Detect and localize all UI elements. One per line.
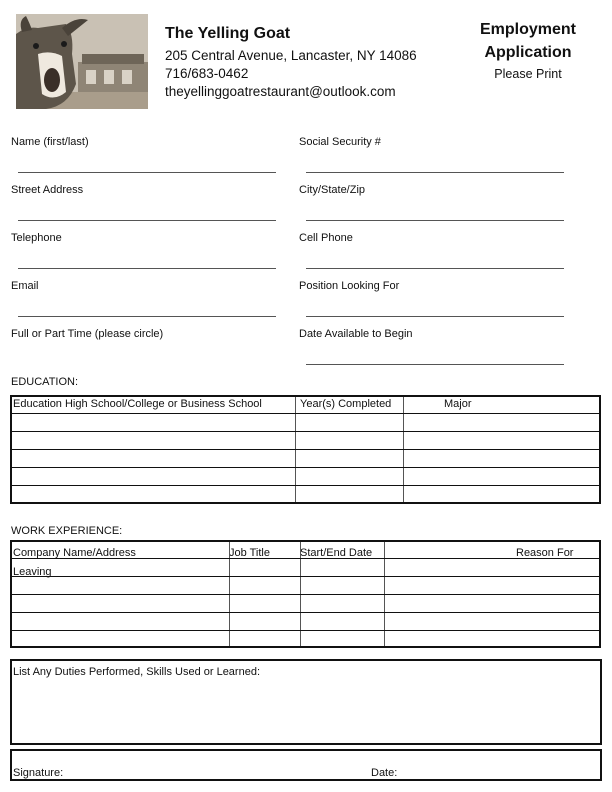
full-part-time-label: Full or Part Time (please circle) — [11, 328, 164, 340]
work-col-dates: Start/End Date — [300, 547, 373, 559]
education-col-major: Major — [444, 398, 472, 410]
table-row[interactable] — [12, 413, 599, 414]
telephone-label: Telephone — [11, 232, 62, 244]
education-table — [10, 395, 601, 504]
table-row[interactable] — [12, 431, 599, 432]
email-label: Email — [11, 280, 39, 292]
signature-date-label: Date: — [371, 767, 398, 779]
email-line[interactable] — [18, 316, 276, 317]
business-phone: 716/683-0462 — [165, 66, 249, 81]
signature-box[interactable] — [10, 749, 602, 781]
city-state-zip-line[interactable] — [306, 220, 564, 221]
work-col-reason: Reason For — [516, 547, 574, 559]
duties-label: List Any Duties Performed, Skills Used or Learned: — [13, 666, 261, 678]
table-row[interactable] — [12, 467, 599, 468]
date-available-label: Date Available to Begin — [299, 328, 413, 340]
work-section-label: WORK EXPERIENCE: — [11, 525, 123, 537]
table-row[interactable] — [12, 594, 599, 595]
goat-photo — [16, 14, 148, 109]
table-row[interactable] — [12, 449, 599, 450]
doc-title-line1: Employment — [479, 21, 576, 38]
business-email: theyellinggoatrestaurant@outlook.com — [165, 84, 396, 99]
position-label: Position Looking For — [299, 280, 400, 292]
cell-phone-line[interactable] — [306, 268, 564, 269]
ssn-label: Social Security # — [299, 136, 381, 148]
work-col-title: Job Title — [229, 547, 270, 559]
education-col-school: Education High School/College or Business School — [13, 398, 262, 410]
education-col-years: Year(s) Completed — [300, 398, 392, 410]
position-line[interactable] — [306, 316, 564, 317]
cell-phone-label: Cell Phone — [299, 232, 353, 244]
table-row[interactable] — [12, 630, 599, 631]
table-row[interactable] — [12, 558, 599, 559]
duties-box[interactable] — [10, 659, 602, 745]
signature-label: Signature: — [13, 767, 64, 779]
table-row[interactable] — [12, 576, 599, 577]
business-address: 205 Central Avenue, Lancaster, NY 14086 — [165, 48, 417, 63]
date-available-line[interactable] — [306, 364, 564, 365]
street-label: Street Address — [11, 184, 84, 196]
name-line[interactable] — [18, 172, 276, 173]
city-state-zip-label: City/State/Zip — [299, 184, 366, 196]
table-row[interactable] — [12, 612, 599, 613]
goat-photo-drawing — [16, 14, 148, 109]
table-row[interactable] — [12, 485, 599, 486]
ssn-line[interactable] — [306, 172, 564, 173]
business-name: The Yelling Goat — [165, 25, 291, 42]
street-line[interactable] — [18, 220, 276, 221]
doc-title-line2: Application — [484, 44, 572, 61]
work-col-company: Company Name/Address — [13, 547, 136, 559]
work-col-reason-cont: Leaving — [13, 566, 52, 578]
telephone-line[interactable] — [18, 268, 276, 269]
name-label: Name (first/last) — [11, 136, 89, 148]
work-table — [10, 540, 601, 648]
education-section-label: EDUCATION: — [11, 376, 79, 388]
doc-subtitle: Please Print — [494, 67, 562, 81]
